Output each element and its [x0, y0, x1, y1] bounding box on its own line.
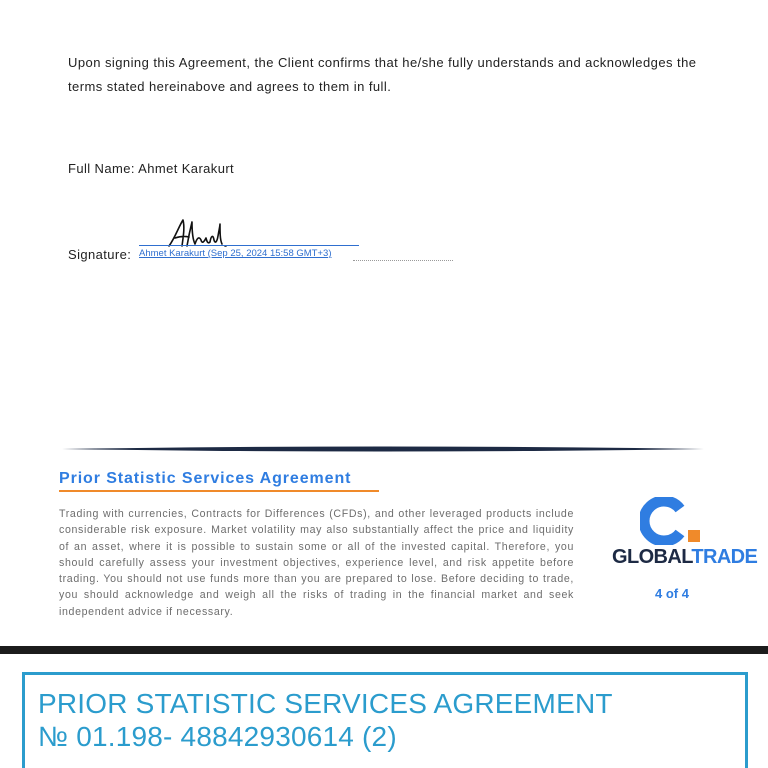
- next-page-title-line2: № 01.198- 48842930614 (2): [38, 721, 397, 752]
- acknowledgement-paragraph: Upon signing this Agreement, the Client confirms that he/she fully understands and acknowledges the terms stated hereinabove and agrees to them in full.: [68, 55, 697, 94]
- signature-underline: [139, 245, 359, 246]
- full-name-line: [68, 161, 234, 176]
- full-name-label: Full Name:: [68, 161, 135, 176]
- page-indicator: 4 of 4: [655, 586, 689, 601]
- footer-title: Prior Statistic Services Agreement: [59, 470, 352, 487]
- logo-mark-icon: [640, 497, 704, 545]
- next-page-title-line1: PRIOR STATISTIC SERVICES AGREEMENT: [38, 688, 613, 719]
- full-name-value: Ahmet Karakurt: [138, 161, 235, 176]
- logo-wordmark: GLOBALTRADE: [612, 546, 758, 568]
- next-document-page: [0, 654, 768, 768]
- page-separator: [0, 646, 768, 654]
- globaltrade-logo: [612, 497, 758, 577]
- risk-disclaimer: Trading with currencies, Contracts for Differences (CFDs), and other leveraged products include considerable risk exposure. Market volatility may also substantially affect the price and liquidity of an asset, where it is possible to sustain some or all of the invested capital. Therefore, you should carefully assess your investment objectives, experience level, and risk appetite before trading. You should not use funds more than you are prepared to lose. Before deciding to trade, you should acknowledge and weigh all the risks of trading in the financial market and seek independent advice if necessary.: [59, 508, 574, 618]
- footer-title-underline: [59, 490, 379, 492]
- signature-label: Signature:: [68, 247, 132, 262]
- next-page-title: [38, 687, 613, 753]
- signature-field[interactable]: [139, 214, 459, 264]
- signature-dotted-line: [353, 260, 453, 261]
- section-divider: [62, 445, 704, 453]
- signature-caption[interactable]: Ahmet Karakurt (Sep 25, 2024 15:58 GMT+3): [139, 248, 332, 259]
